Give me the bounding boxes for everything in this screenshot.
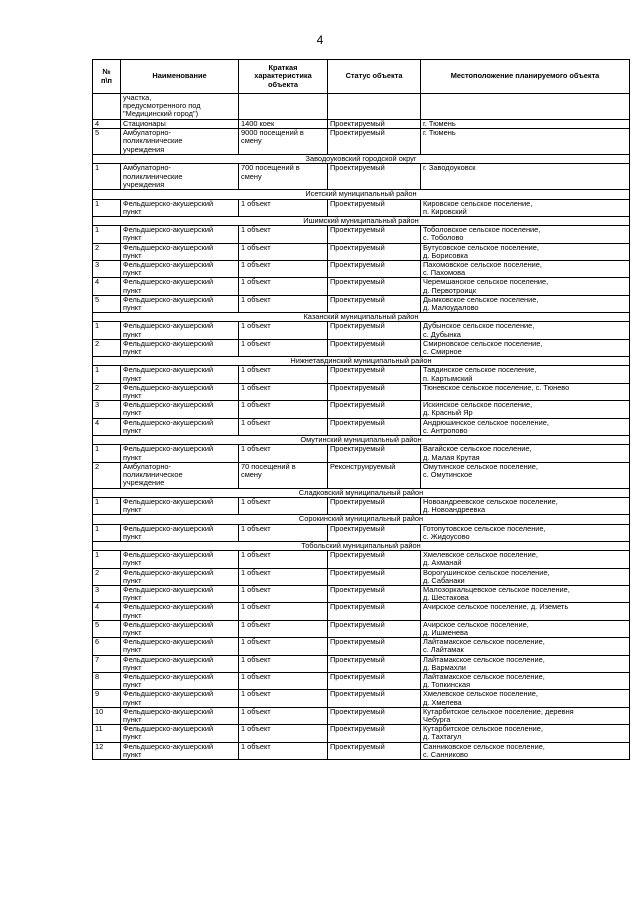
row-characteristic: 1 объект: [239, 445, 328, 462]
row-name: Фельдшерско-акушерский пункт: [121, 551, 239, 568]
row-status: Проектируемый: [328, 401, 421, 418]
row-characteristic: 1400 коек: [239, 120, 328, 129]
row-characteristic: 1 объект: [239, 199, 328, 216]
section-row: [93, 190, 630, 199]
table-row: [93, 164, 630, 190]
row-name: Стационары: [121, 120, 239, 129]
row-location: Лайтамакское сельское поселение, д. Вармахли: [421, 655, 630, 672]
row-name: Фельдшерско-акушерский пункт: [121, 295, 239, 312]
row-characteristic: 1 объект: [239, 568, 328, 585]
row-number: 3: [93, 261, 121, 278]
row-location: Ворогушинское сельское поселение, д. Сабанаки: [421, 568, 630, 585]
row-name: Амбулаторно- поликлинические учреждения: [121, 164, 239, 190]
row-location: Ачирское сельское поселение, д. Иземеть: [421, 603, 630, 620]
row-characteristic: 1 объект: [239, 278, 328, 295]
table-row: [93, 366, 630, 383]
row-name: Фельдшерско-акушерский пункт: [121, 322, 239, 339]
row-name: Фельдшерско-акушерский пункт: [121, 568, 239, 585]
row-characteristic: 1 объект: [239, 725, 328, 742]
row-name: Фельдшерско-акушерский пункт: [121, 742, 239, 759]
row-status: Реконструируемый: [328, 462, 421, 488]
row-number: 3: [93, 585, 121, 602]
row-location: Дымковское сельское поселение, д. Малоудалово: [421, 295, 630, 312]
row-name: Фельдшерско-акушерский пункт: [121, 672, 239, 689]
row-characteristic: [239, 94, 328, 120]
row-number: 1: [93, 551, 121, 568]
header-num: № п\п: [93, 60, 121, 94]
row-characteristic: 1 объект: [239, 672, 328, 689]
table-row: [93, 725, 630, 742]
row-characteristic: 1 объект: [239, 383, 328, 400]
row-location: Лайтамакское сельское поселение, с. Лайтамак: [421, 638, 630, 655]
row-name: Фельдшерско-акушерский пункт: [121, 585, 239, 602]
row-status: Проектируемый: [328, 707, 421, 724]
row-number: 1: [93, 524, 121, 541]
row-name: Фельдшерско-акушерский пункт: [121, 401, 239, 418]
row-status: Проектируемый: [328, 129, 421, 155]
row-number: 8: [93, 672, 121, 689]
table-row: [93, 620, 630, 637]
row-number: 1: [93, 322, 121, 339]
row-location: Омутинское сельское поселение, с. Омутинское: [421, 462, 630, 488]
row-status: Проектируемый: [328, 742, 421, 759]
row-status: Проектируемый: [328, 524, 421, 541]
row-name: Фельдшерско-акушерский пункт: [121, 366, 239, 383]
table-row: [93, 551, 630, 568]
row-location: Тоболовское сельское поселение, с. Тоболово: [421, 226, 630, 243]
row-location: Готопутовское сельское поселение, с. Жидоусово: [421, 524, 630, 541]
row-number: 2: [93, 339, 121, 356]
header-status: Статус объекта: [328, 60, 421, 94]
row-status: Проектируемый: [328, 339, 421, 356]
row-characteristic: 1 объект: [239, 418, 328, 435]
row-status: Проектируемый: [328, 243, 421, 260]
row-status: Проектируемый: [328, 366, 421, 383]
row-characteristic: 1 объект: [239, 226, 328, 243]
section-row: [93, 488, 630, 497]
table-row: [93, 295, 630, 312]
section-title: Омутинский муниципальный район: [93, 436, 630, 445]
row-location: Санниковское сельское поселение, с. Санниково: [421, 742, 630, 759]
table-row: [93, 690, 630, 707]
row-name: Фельдшерско-акушерский пункт: [121, 339, 239, 356]
row-status: Проектируемый: [328, 725, 421, 742]
row-number: 2: [93, 243, 121, 260]
table-row: [93, 278, 630, 295]
table-header-row: [93, 60, 630, 94]
table-row: [93, 585, 630, 602]
row-location: Вагайское сельское поселение, д. Малая Крутая: [421, 445, 630, 462]
row-name: Фельдшерско-акушерский пункт: [121, 497, 239, 514]
row-number: 2: [93, 568, 121, 585]
row-location: Хмелевское сельское поселение, д. Хмелева: [421, 690, 630, 707]
row-number: 1: [93, 164, 121, 190]
section-row: [93, 313, 630, 322]
row-name: Фельдшерско-акушерский пункт: [121, 620, 239, 637]
row-number: 5: [93, 295, 121, 312]
table-row: [93, 418, 630, 435]
table-row: [93, 120, 630, 129]
row-status: Проектируемый: [328, 655, 421, 672]
row-characteristic: 1 объект: [239, 551, 328, 568]
row-name: Фельдшерско-акушерский пункт: [121, 243, 239, 260]
row-location: Черемшанское сельское поселение, д. Первотроицк: [421, 278, 630, 295]
row-status: Проектируемый: [328, 568, 421, 585]
row-location: Искинское сельское поселение, д. Красный Яр: [421, 401, 630, 418]
table-row: [93, 401, 630, 418]
row-number: 4: [93, 418, 121, 435]
section-row: [93, 436, 630, 445]
row-location: Тавдинское сельское поселение, п. Картымский: [421, 366, 630, 383]
row-name: Фельдшерско-акушерский пункт: [121, 655, 239, 672]
section-title: Ишимский муниципальный район: [93, 217, 630, 226]
row-location: [421, 94, 630, 120]
row-characteristic: 1 объект: [239, 690, 328, 707]
table-row: [93, 638, 630, 655]
row-location: г. Тюмень: [421, 120, 630, 129]
row-name: Фельдшерско-акушерский пункт: [121, 199, 239, 216]
row-location: Андрюшинское сельское поселение, с. Антропово: [421, 418, 630, 435]
row-name: Амбулаторно- поликлиническое учреждение: [121, 462, 239, 488]
row-characteristic: 1 объект: [239, 603, 328, 620]
section-row: [93, 541, 630, 550]
row-name: Амбулаторно- поликлинические учреждения: [121, 129, 239, 155]
objects-table: [92, 59, 630, 760]
row-name: Фельдшерско-акушерский пункт: [121, 226, 239, 243]
row-name: Фельдшерско-акушерский пункт: [121, 383, 239, 400]
row-location: Ачирское сельское поселение, д. Ишменева: [421, 620, 630, 637]
row-name: Фельдшерско-акушерский пункт: [121, 690, 239, 707]
table-row: [93, 497, 630, 514]
row-name: Фельдшерско-акушерский пункт: [121, 638, 239, 655]
table-row: [93, 339, 630, 356]
row-number: 5: [93, 620, 121, 637]
row-location: г. Тюмень: [421, 129, 630, 155]
section-row: [93, 155, 630, 164]
row-status: Проектируемый: [328, 199, 421, 216]
table-row: [93, 462, 630, 488]
row-characteristic: 1 объект: [239, 524, 328, 541]
row-characteristic: 9000 посещений в смену: [239, 129, 328, 155]
section-row: [93, 217, 630, 226]
header-name: Наименование: [121, 60, 239, 94]
row-number: 6: [93, 638, 121, 655]
row-number: 1: [93, 366, 121, 383]
row-characteristic: 1 объект: [239, 339, 328, 356]
row-characteristic: 1 объект: [239, 261, 328, 278]
table-row: [93, 707, 630, 724]
table-row: [93, 94, 630, 120]
row-characteristic: 1 объект: [239, 366, 328, 383]
row-status: Проектируемый: [328, 120, 421, 129]
row-characteristic: 1 объект: [239, 401, 328, 418]
row-status: Проектируемый: [328, 278, 421, 295]
row-location: Кировское сельское поселение, п. Кировский: [421, 199, 630, 216]
row-characteristic: 1 объект: [239, 585, 328, 602]
row-location: Смирновское сельское поселение, с. Смирное: [421, 339, 630, 356]
row-name: Фельдшерско-акушерский пункт: [121, 418, 239, 435]
row-location: Новоандреевское сельское поселение, д. Новоандреевка: [421, 497, 630, 514]
row-status: Проектируемый: [328, 383, 421, 400]
row-status: Проектируемый: [328, 638, 421, 655]
row-number: 4: [93, 603, 121, 620]
row-status: Проектируемый: [328, 690, 421, 707]
table-row: [93, 568, 630, 585]
table-row: [93, 742, 630, 759]
row-status: Проектируемый: [328, 445, 421, 462]
row-location: Пахомовское сельское поселение, с. Пахомова: [421, 261, 630, 278]
row-location: Бутусовское сельское поселение, д. Борисовка: [421, 243, 630, 260]
row-status: Проектируемый: [328, 295, 421, 312]
row-characteristic: 1 объект: [239, 243, 328, 260]
row-status: Проектируемый: [328, 322, 421, 339]
section-title: Заводоуковский городской округ: [93, 155, 630, 164]
table-body: [93, 94, 630, 760]
page-number: 4: [316, 33, 324, 47]
row-location: Лайтамакское сельское поселение, д. Топкинская: [421, 672, 630, 689]
row-name: участка, предусмотренного под "Медицинский город"): [121, 94, 239, 120]
row-status: Проектируемый: [328, 551, 421, 568]
row-number: 1: [93, 445, 121, 462]
row-number: 2: [93, 462, 121, 488]
row-characteristic: 1 объект: [239, 295, 328, 312]
row-number: 5: [93, 129, 121, 155]
row-name: Фельдшерско-акушерский пункт: [121, 725, 239, 742]
row-number: 4: [93, 278, 121, 295]
row-status: Проектируемый: [328, 672, 421, 689]
table-row: [93, 322, 630, 339]
row-status: [328, 94, 421, 120]
table-row: [93, 199, 630, 216]
row-status: Проектируемый: [328, 226, 421, 243]
row-number: 11: [93, 725, 121, 742]
row-name: Фельдшерско-акушерский пункт: [121, 603, 239, 620]
table-row: [93, 524, 630, 541]
section-title: Казанский муниципальный район: [93, 313, 630, 322]
row-status: Проектируемый: [328, 261, 421, 278]
row-location: Дубынское сельское поселение, с. Дубынка: [421, 322, 630, 339]
section-title: Нижнетавдинский муниципальный район: [93, 357, 630, 366]
section-title: Сладковский муниципальный район: [93, 488, 630, 497]
row-location: г. Заводоуковск: [421, 164, 630, 190]
row-location: Малозоркальцевское сельское поселение, д. Шестакова: [421, 585, 630, 602]
section-title: Исетский муниципальный район: [93, 190, 630, 199]
row-number: 12: [93, 742, 121, 759]
row-location: Тюневское сельское поселение, с. Тюнево: [421, 383, 630, 400]
table-row: [93, 672, 630, 689]
table-row: [93, 226, 630, 243]
row-status: Проектируемый: [328, 418, 421, 435]
header-location: Местоположение планируемого объекта: [421, 60, 630, 94]
row-status: Проектируемый: [328, 164, 421, 190]
table-row: [93, 603, 630, 620]
table-row: [93, 261, 630, 278]
row-number: 2: [93, 383, 121, 400]
row-location: Хмелевское сельское поселение, д. Ахманай: [421, 551, 630, 568]
section-title: Сорокинский муниципальный район: [93, 515, 630, 524]
row-name: Фельдшерско-акушерский пункт: [121, 707, 239, 724]
row-number: 7: [93, 655, 121, 672]
section-row: [93, 515, 630, 524]
table-row: [93, 243, 630, 260]
row-location: Кутарбитское сельское поселение, д. Тахтагул: [421, 725, 630, 742]
row-number: 10: [93, 707, 121, 724]
row-characteristic: 700 посещений в смену: [239, 164, 328, 190]
table-row: [93, 129, 630, 155]
section-title: Тобольский муниципальный район: [93, 541, 630, 550]
row-number: 1: [93, 497, 121, 514]
section-row: [93, 357, 630, 366]
row-number: 1: [93, 226, 121, 243]
row-characteristic: 1 объект: [239, 497, 328, 514]
row-characteristic: 1 объект: [239, 707, 328, 724]
row-location: Кутарбитское сельское поселение, деревня Чебурга: [421, 707, 630, 724]
row-name: Фельдшерско-акушерский пункт: [121, 261, 239, 278]
row-number: 1: [93, 199, 121, 216]
row-status: Проектируемый: [328, 620, 421, 637]
row-status: Проектируемый: [328, 585, 421, 602]
table-row: [93, 445, 630, 462]
row-characteristic: 1 объект: [239, 322, 328, 339]
row-status: Проектируемый: [328, 497, 421, 514]
row-characteristic: 1 объект: [239, 655, 328, 672]
row-name: Фельдшерско-акушерский пункт: [121, 524, 239, 541]
row-number: 9: [93, 690, 121, 707]
row-status: Проектируемый: [328, 603, 421, 620]
table-row: [93, 383, 630, 400]
header-characteristic: Краткая характеристика объекта: [239, 60, 328, 94]
row-characteristic: 1 объект: [239, 638, 328, 655]
row-number: 4: [93, 120, 121, 129]
row-number: 3: [93, 401, 121, 418]
row-characteristic: 70 посещений в смену: [239, 462, 328, 488]
row-characteristic: 1 объект: [239, 742, 328, 759]
row-name: Фельдшерско-акушерский пункт: [121, 445, 239, 462]
row-characteristic: 1 объект: [239, 620, 328, 637]
table-row: [93, 655, 630, 672]
row-name: Фельдшерско-акушерский пункт: [121, 278, 239, 295]
row-number: [93, 94, 121, 120]
